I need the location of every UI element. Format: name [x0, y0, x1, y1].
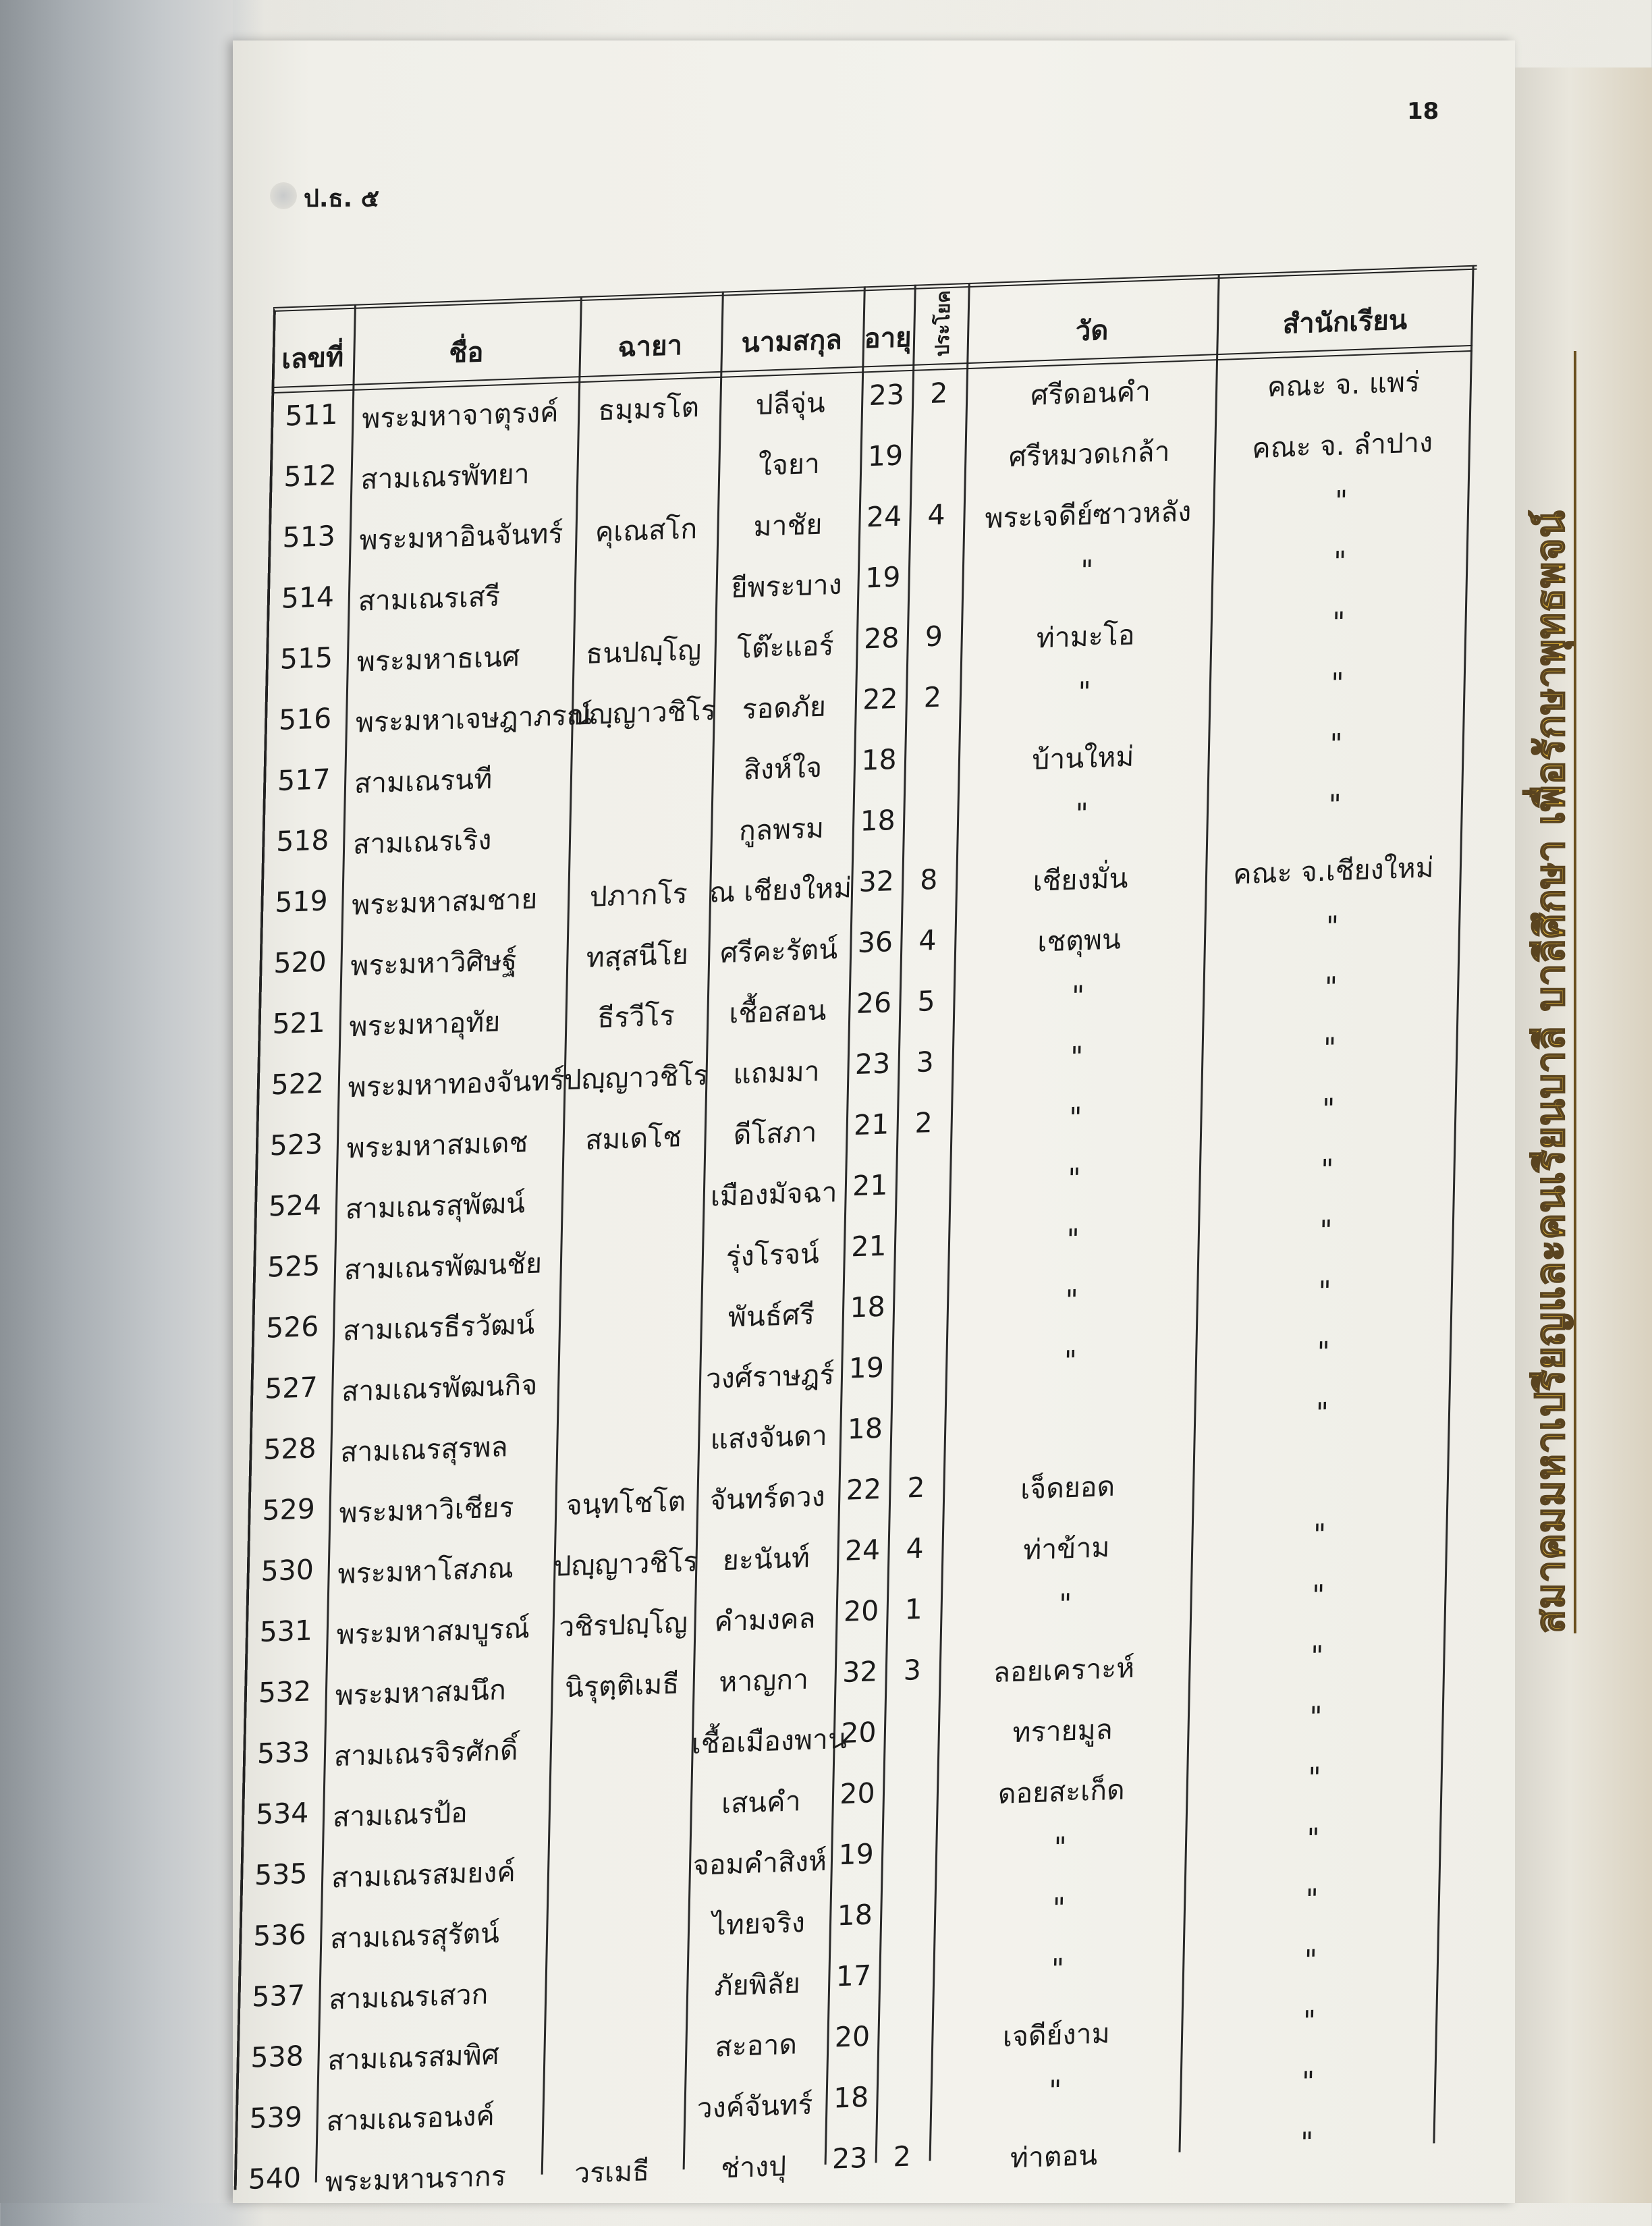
cell-school: ": [1313, 1517, 1327, 1551]
cell-person-name: สามเณรพัทยา: [360, 457, 530, 496]
cell-monastic-title: ปญฺญาวชิโร: [553, 1545, 698, 1583]
cell-surname: เชื้อเมืองพาน: [691, 1722, 848, 1760]
cell-row-number: 527: [264, 1371, 319, 1405]
cell-person-name: สามเณรจิรศักดิ์: [333, 1733, 519, 1773]
cell-surname: สิงห์ใจ: [743, 751, 823, 786]
cell-person-name: สามเณรธีรวัฒน์: [342, 1307, 535, 1347]
cell-surname: แสงจันดา: [710, 1419, 828, 1456]
cell-surname: วงค์จันทร์: [696, 2088, 813, 2125]
cell-grade: 2: [906, 1471, 926, 1504]
cell-school: ": [1331, 605, 1346, 639]
cell-grade: 4: [918, 923, 937, 957]
cell-temple: ท่ามะโอ: [1036, 618, 1135, 655]
cell-row-number: 520: [273, 945, 327, 980]
cell-monastic-title: วชิรปญฺโญ: [558, 1606, 688, 1644]
cell-grade: 3: [903, 1653, 922, 1687]
cell-person-name: พระมหาจาตุรงค์: [361, 396, 559, 435]
cell-grade: 2: [929, 377, 948, 410]
cell-surname: วงศ์ราษฎร์: [705, 1358, 835, 1395]
cell-temple: ": [1051, 1952, 1065, 1986]
cell-age: 20: [839, 1776, 876, 1811]
cell-temple: บ้านใหม่: [1031, 740, 1134, 776]
cell-monastic-title: ปภากโร: [589, 877, 688, 913]
cell-monastic-title: คุเณสโก: [595, 512, 698, 549]
punch-hole: [270, 182, 297, 209]
cell-temple: ": [1067, 1162, 1081, 1195]
cell-surname: เสนคำ: [721, 1785, 802, 1820]
cell-school: ": [1307, 1761, 1321, 1794]
cell-grade: 1: [904, 1592, 923, 1626]
cell-monastic-title: ธมฺมรโต: [597, 390, 700, 427]
cell-school: ": [1318, 1274, 1331, 1308]
cell-person-name: พระมหาสมชาย: [351, 882, 538, 922]
cell-surname: โต๊ะแอร์: [736, 629, 835, 666]
cell-person-name: พระมหาธเนศ: [356, 640, 520, 678]
cell-surname: รุ่งโรจน์: [725, 1237, 820, 1273]
cell-temple: ": [1075, 796, 1089, 830]
cell-age: 18: [837, 1898, 873, 1932]
cell-person-name: พระมหาวิศิษฐ์: [350, 944, 518, 983]
cell-surname: เมืองมัจฉา: [710, 1176, 838, 1213]
cell-person-name: สามเณรสมพิศ: [327, 2038, 500, 2077]
cell-grade: 5: [916, 984, 936, 1018]
cell-surname: แถมมา: [732, 1054, 821, 1091]
cell-temple: ": [1053, 1830, 1068, 1864]
cell-person-name: พระมหาอุทัย: [349, 1005, 501, 1043]
cell-school: ": [1319, 1214, 1333, 1247]
cell-row-number: 514: [281, 580, 335, 615]
cell-age: 17: [835, 1959, 872, 1993]
cell-grade: 9: [925, 620, 943, 653]
cell-temple: เชียงมั่น: [1032, 861, 1129, 898]
cell-school: ": [1300, 2125, 1314, 2159]
cell-temple: เจ็ดยอด: [1020, 1469, 1116, 1506]
cell-age: 18: [847, 1411, 883, 1446]
cell-school: ": [1306, 1822, 1320, 1855]
cell-school: คณะ จ. ลำปาง: [1251, 425, 1433, 465]
cell-age: 20: [843, 1594, 879, 1628]
cell-row-number: 511: [284, 398, 339, 433]
cell-row-number: 534: [255, 1796, 309, 1831]
cell-school: ": [1302, 2004, 1317, 2038]
header-school: สำนักเรียน: [1282, 304, 1408, 340]
cell-temple: ทรายมูล: [1012, 1712, 1113, 1749]
cell-school: ": [1320, 1153, 1334, 1187]
cell-person-name: สามเณรนที: [354, 762, 493, 800]
cell-row-number: 522: [271, 1066, 325, 1102]
cell-surname: ศรีคะรัตน์: [719, 932, 838, 970]
cell-row-number: 540: [248, 2161, 302, 2196]
cell-age: 28: [863, 621, 900, 655]
cell-person-name: พระมหาสมบูรณ์: [336, 1612, 530, 1652]
spine-banner-text: สมาคมมหาเปรียญและคนเรียนบาลี บาลีศึกษา เพื่อรักษาพุทธพจน์: [1518, 351, 1579, 1633]
cell-monastic-title: ธีรวีโร: [597, 999, 676, 1035]
cell-person-name: สามเณรเสวก: [328, 1978, 489, 2016]
cell-age: 18: [860, 803, 896, 838]
cell-row-number: 523: [269, 1127, 323, 1162]
cell-surname: ยีพระบาง: [731, 568, 843, 605]
cell-row-number: 536: [252, 1918, 307, 1953]
cell-age: 23: [831, 2141, 868, 2175]
cell-surname: รอดภัย: [742, 690, 827, 726]
cell-temple: เจดีย์งาม: [1002, 2017, 1111, 2053]
cell-temple: ": [1048, 2073, 1062, 2107]
cell-row-number: 533: [256, 1735, 310, 1770]
cell-surname: ปลีจุ่น: [755, 386, 826, 422]
form-code: ป.ธ. ๕: [304, 185, 379, 213]
cell-grade: 2: [893, 2140, 912, 2173]
cell-school: ": [1330, 666, 1344, 700]
cell-temple: ": [1058, 1587, 1072, 1621]
cell-row-number: 528: [263, 1432, 317, 1466]
cell-row-number: 525: [267, 1249, 321, 1284]
cell-temple: ": [1052, 1891, 1066, 1925]
cell-age: 22: [862, 682, 899, 716]
cell-age: 19: [848, 1351, 885, 1385]
cell-school: ": [1317, 1335, 1331, 1369]
cell-age: 18: [861, 742, 898, 777]
cell-age: 24: [866, 499, 902, 534]
cell-age: 20: [840, 1716, 877, 1750]
cell-person-name: พระมหาวิเชียร: [338, 1490, 514, 1530]
cell-person-name: สามเณรเสรี: [358, 580, 501, 618]
cell-surname: สะอาด: [715, 2028, 798, 2063]
cell-person-name: พระมหาทองจันทร์: [348, 1064, 566, 1104]
cell-age: 24: [844, 1533, 881, 1567]
cell-school: ": [1334, 484, 1348, 518]
cell-person-name: สามเณรสมยงค์: [331, 1855, 516, 1895]
cell-row-number: 516: [278, 702, 332, 736]
cell-surname: คำมงคล: [714, 1602, 817, 1638]
header-name: ชื่อ: [448, 337, 484, 369]
cell-school: ": [1321, 1092, 1336, 1125]
cell-temple: ": [1071, 979, 1085, 1012]
cell-age: 20: [834, 2019, 871, 2054]
cell-temple: ": [1066, 1222, 1080, 1256]
cell-age: 22: [846, 1472, 882, 1506]
cell-grade: 3: [916, 1046, 935, 1079]
cell-age: 23: [854, 1047, 891, 1081]
cell-surname: ดีโสภา: [733, 1116, 818, 1151]
cell-row-number: 517: [277, 763, 331, 797]
cell-row-number: 518: [275, 823, 330, 859]
cell-temple: ลอยเคราะห์: [993, 1651, 1135, 1689]
cell-row-number: 537: [251, 1978, 306, 2013]
cell-person-name: พระมหานรากร: [325, 2159, 507, 2198]
cell-school: ": [1309, 1700, 1323, 1733]
cell-surname: ภัยพิลัย: [714, 1967, 801, 2003]
cell-monastic-title: นิรุตฺติเมธี: [564, 1667, 680, 1704]
cell-surname: ช่างปุ: [720, 2150, 787, 2185]
cell-school: ": [1323, 1031, 1337, 1064]
cell-temple: เชตุพน: [1037, 923, 1122, 958]
header-no: เลขที่: [281, 342, 344, 375]
cell-monastic-title: สมเดโช: [584, 1120, 682, 1157]
cell-person-name: สามเณรพัฒนชัย: [343, 1247, 543, 1286]
cell-row-number: 531: [259, 1614, 313, 1649]
cell-row-number: 538: [250, 2039, 304, 2074]
cell-monastic-title: ทสฺสนีโย: [586, 938, 689, 975]
cell-monastic-title: ปญฺญาวชิโร: [571, 694, 717, 732]
cell-age: 18: [850, 1290, 886, 1324]
cell-age: 19: [838, 1837, 875, 1872]
cell-age: 32: [842, 1655, 878, 1689]
cell-row-number: 524: [268, 1188, 322, 1223]
cell-age: 21: [853, 1108, 889, 1142]
cell-age: 32: [858, 865, 895, 898]
header-age: อายุ: [864, 321, 912, 355]
cell-temple: ": [1065, 1283, 1078, 1317]
cell-row-number: 530: [260, 1553, 314, 1588]
cell-grade: 2: [923, 680, 942, 714]
cell-row-number: 539: [249, 2100, 303, 2135]
cell-temple: ": [1068, 1101, 1082, 1135]
cell-temple: ท่าตอน: [1010, 2138, 1098, 2175]
cell-row-number: 526: [265, 1309, 319, 1345]
cell-school: ": [1325, 909, 1340, 943]
left-page-edge: [0, 0, 233, 2203]
cell-temple: ศรีหมวดเกล้า: [1008, 435, 1171, 473]
cell-temple: ศรีดอนคำ: [1030, 375, 1151, 412]
cell-surname: จอมคำสิงห์: [692, 1844, 827, 1882]
cell-row-number: 521: [272, 1006, 326, 1041]
cell-surname: เชื้อสอน: [728, 994, 827, 1030]
cell-temple: ": [1070, 1040, 1084, 1073]
cell-row-number: 519: [274, 884, 329, 919]
cell-age: 26: [856, 986, 892, 1021]
cell-row-number: 535: [254, 1857, 308, 1892]
cell-school: คณะ จ. แพร่: [1267, 365, 1421, 404]
cell-row-number: 532: [258, 1675, 312, 1710]
page-number: 18: [1407, 98, 1439, 125]
cell-surname: ณ เชียงใหม่: [709, 871, 852, 909]
cell-school: ": [1328, 788, 1342, 821]
cell-person-name: พระมหาสมนึก: [335, 1673, 507, 1712]
cell-school: ": [1301, 2065, 1315, 2098]
cell-temple: ": [1077, 675, 1091, 709]
cell-school: ": [1333, 545, 1347, 578]
cell-person-name: พระมหาอินจันทร์: [359, 517, 563, 557]
cell-grade: 8: [919, 863, 938, 896]
cell-row-number: 512: [283, 458, 337, 493]
cell-person-name: สามเณรป้อ: [332, 1796, 468, 1834]
cell-surname: ยะนันท์: [722, 1541, 810, 1577]
cell-row-number: 513: [282, 519, 336, 554]
cell-age: 18: [833, 2080, 869, 2115]
cell-school: ": [1329, 727, 1343, 761]
cell-person-name: พระมหาเจษฎาภรณ์: [355, 698, 593, 739]
cell-surname: ใจยา: [758, 447, 821, 482]
cell-temple: ท่าข้าม: [1022, 1531, 1110, 1567]
roster-table: [234, 265, 1475, 2198]
cell-grade: 2: [914, 1106, 933, 1140]
cell-person-name: พระมหาสมเดช: [346, 1126, 528, 1165]
cell-surname: จันทร์ดวง: [709, 1480, 826, 1517]
cell-monastic-title: ธนปญฺโญ: [585, 633, 702, 670]
cell-surname: มาชัย: [753, 508, 823, 543]
cell-school: ": [1315, 1396, 1329, 1430]
cell-age: 36: [857, 925, 893, 959]
cell-age: 19: [867, 439, 904, 473]
cell-surname: พันธ์ศรี: [727, 1298, 815, 1334]
cell-school: ": [1304, 1943, 1318, 1977]
cell-school: ": [1310, 1639, 1324, 1673]
cell-monastic-title: จนฺทโชโต: [566, 1485, 686, 1522]
cell-age: 21: [850, 1229, 887, 1264]
cell-person-name: สามเณรอนงค์: [326, 2099, 495, 2138]
cell-person-name: สามเณรสุรัตน์: [329, 1916, 500, 1955]
cell-surname: หาญกา: [718, 1662, 809, 1699]
cell-school: ": [1324, 971, 1338, 1004]
cell-temple: ": [1064, 1344, 1078, 1378]
cell-surname: ไทยจริง: [711, 1905, 806, 1942]
cell-row-number: 515: [279, 641, 333, 676]
cell-school: ": [1305, 1882, 1319, 1916]
cell-monastic-title: วรเมธี: [574, 2154, 650, 2190]
cell-person-name: สามเณรสุรพล: [339, 1430, 509, 1469]
header-surname: นามสกุล: [741, 324, 843, 359]
cell-age: 21: [852, 1168, 888, 1203]
cell-temple: พระเจดีย์ซาวหลัง: [985, 495, 1192, 535]
cell-age: 23: [869, 378, 905, 412]
cell-monastic-title: ปญฺญาวชิโร: [563, 1058, 709, 1097]
cell-age: 19: [864, 560, 901, 595]
cell-person-name: สามเณรพัฒนกิจ: [341, 1368, 538, 1408]
cell-school: คณะ จ.เชียงใหม่: [1232, 851, 1435, 891]
cell-grade: 4: [906, 1531, 925, 1565]
header-title: ฉายา: [617, 329, 683, 364]
cell-temple: ": [1080, 553, 1094, 587]
cell-person-name: สามเณรเริง: [352, 823, 492, 861]
cell-temple: ดอยสะเก็ด: [997, 1773, 1126, 1810]
cell-person-name: พระมหาโสภณ: [337, 1551, 514, 1591]
cell-surname: กูลพรม: [738, 811, 825, 848]
header-grade: ประโยค: [931, 290, 955, 357]
header-temple: วัด: [1075, 315, 1109, 348]
cell-person-name: สามเณรสุพัฒน์: [345, 1187, 526, 1226]
cell-school: ": [1311, 1578, 1325, 1612]
cell-grade: 4: [927, 498, 946, 532]
cell-row-number: 529: [262, 1492, 316, 1527]
